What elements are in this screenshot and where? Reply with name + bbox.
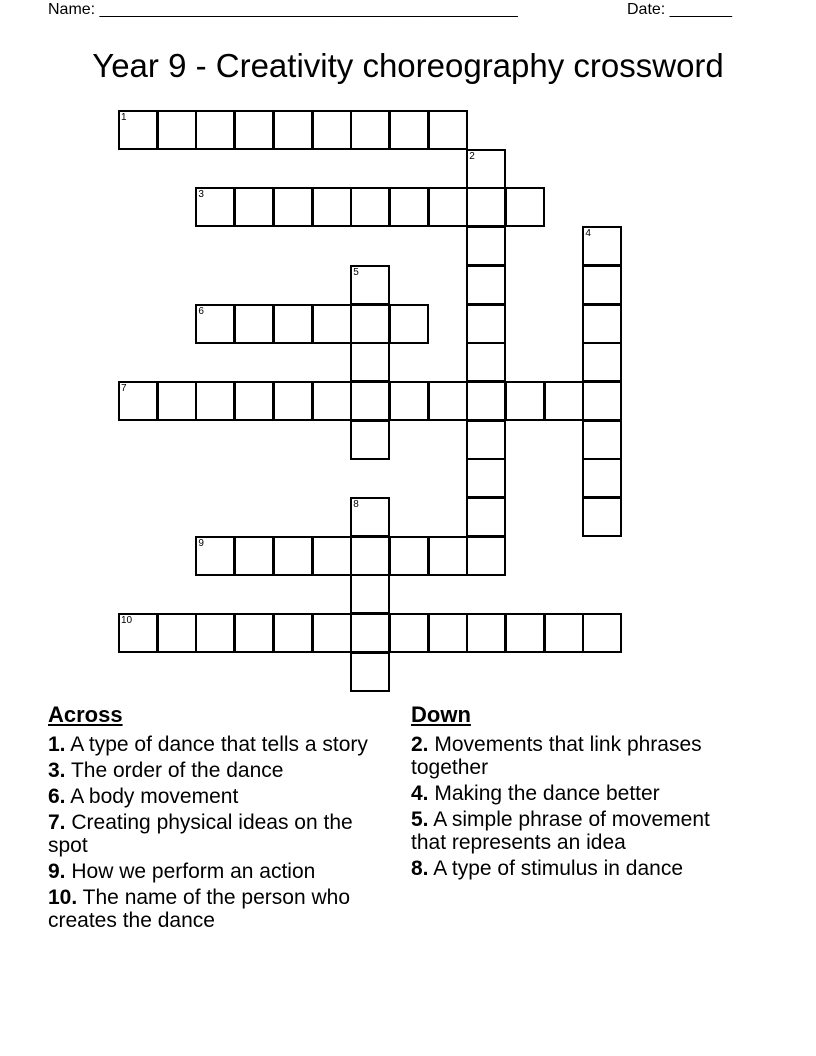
grid-cell[interactable] xyxy=(195,613,235,653)
grid-cell[interactable] xyxy=(428,187,468,227)
cell-number: 7 xyxy=(121,382,127,394)
clue-item xyxy=(48,759,378,782)
grid-cell[interactable] xyxy=(273,381,313,421)
grid-cell[interactable] xyxy=(544,381,584,421)
clue-text: A type of stimulus in dance xyxy=(433,857,684,880)
grid-cell[interactable] xyxy=(350,304,390,344)
grid-cell[interactable] xyxy=(350,613,390,653)
cell-number: 9 xyxy=(198,537,204,549)
cell-number: 10 xyxy=(121,615,133,627)
grid-cell[interactable] xyxy=(234,187,274,227)
name-field[interactable]: Name: _______________________________________________ xyxy=(48,1,518,18)
grid-cell[interactable] xyxy=(389,536,429,576)
cell-number: 2 xyxy=(469,150,475,162)
grid-cell[interactable] xyxy=(582,265,622,305)
grid-cell[interactable] xyxy=(582,497,622,537)
grid-cell[interactable] xyxy=(582,458,622,498)
grid-cell[interactable] xyxy=(195,187,235,227)
grid-cell[interactable] xyxy=(582,420,622,460)
grid-cell[interactable] xyxy=(389,110,429,150)
down-heading: Down xyxy=(411,702,471,727)
grid-cell[interactable] xyxy=(466,497,506,537)
grid-cell[interactable] xyxy=(466,458,506,498)
grid-cell[interactable] xyxy=(273,187,313,227)
grid-cell[interactable] xyxy=(505,613,545,653)
clue-item xyxy=(48,811,378,857)
grid-cell[interactable] xyxy=(118,110,158,150)
clue-number: 5. xyxy=(411,808,429,831)
grid-cell[interactable] xyxy=(234,613,274,653)
grid-cell[interactable] xyxy=(350,652,390,692)
grid-cell[interactable] xyxy=(350,497,390,537)
grid-cell[interactable] xyxy=(466,536,506,576)
grid-cell[interactable] xyxy=(582,304,622,344)
clue-number: 8. xyxy=(411,857,429,880)
grid-cell[interactable] xyxy=(350,536,390,576)
grid-cell[interactable] xyxy=(350,381,390,421)
clue-text: A body movement xyxy=(70,785,239,808)
grid-cell[interactable] xyxy=(428,110,468,150)
clue-number: 1. xyxy=(48,733,66,756)
grid-cell[interactable] xyxy=(466,226,506,266)
grid-cell[interactable] xyxy=(350,265,390,305)
grid-cell[interactable] xyxy=(466,149,506,189)
clue-item xyxy=(48,860,378,883)
clue-item xyxy=(411,782,741,805)
grid-cell[interactable] xyxy=(234,304,274,344)
grid-cell[interactable] xyxy=(582,226,622,266)
grid-cell[interactable] xyxy=(157,381,197,421)
clue-item xyxy=(411,733,741,779)
clue-number: 9. xyxy=(48,860,66,883)
clue-text: Movements that link phrases together xyxy=(411,733,702,779)
grid-cell[interactable] xyxy=(312,110,352,150)
grid-cell[interactable] xyxy=(157,110,197,150)
clue-text: The order of the dance xyxy=(70,759,284,782)
grid-cell[interactable] xyxy=(118,381,158,421)
down-clues xyxy=(411,702,741,883)
cell-number: 5 xyxy=(353,266,359,278)
clue-text: A simple phrase of movement that represents an idea xyxy=(411,808,710,854)
grid-cell[interactable] xyxy=(466,265,506,305)
grid-cell[interactable] xyxy=(466,381,506,421)
cell-number: 4 xyxy=(585,228,591,240)
clue-item xyxy=(48,886,378,932)
clue-text: Making the dance better xyxy=(434,782,660,805)
clue-text: A type of dance that tells a story xyxy=(70,733,368,756)
clue-number: 6. xyxy=(48,785,66,808)
grid-cell[interactable] xyxy=(389,187,429,227)
grid-cell[interactable] xyxy=(195,381,235,421)
grid-cell[interactable] xyxy=(195,110,235,150)
clue-number: 3. xyxy=(48,759,66,782)
clue-number: 10. xyxy=(48,886,78,909)
grid-cell[interactable] xyxy=(428,613,468,653)
grid-cell[interactable] xyxy=(582,342,622,382)
cell-number: 1 xyxy=(121,112,127,123)
grid-cell[interactable] xyxy=(505,381,545,421)
grid-cell[interactable] xyxy=(312,536,352,576)
grid-cell[interactable] xyxy=(312,381,352,421)
grid-cell[interactable] xyxy=(466,304,506,344)
grid-cell[interactable] xyxy=(234,110,274,150)
clue-text: Creating physical ideas on the spot xyxy=(48,811,353,857)
across-heading: Across xyxy=(48,702,123,727)
grid-cell[interactable] xyxy=(195,536,235,576)
cell-number: 6 xyxy=(198,305,204,317)
grid-cell[interactable] xyxy=(273,304,313,344)
grid-cell[interactable] xyxy=(505,187,545,227)
grid-cell[interactable] xyxy=(234,536,274,576)
grid-cell[interactable] xyxy=(428,536,468,576)
grid-cell[interactable] xyxy=(350,110,390,150)
grid-cell[interactable] xyxy=(389,304,429,344)
grid-cell[interactable] xyxy=(234,381,274,421)
grid-cell[interactable] xyxy=(273,536,313,576)
grid-cell[interactable] xyxy=(428,381,468,421)
clue-item xyxy=(411,808,741,854)
clue-text: The name of the person who creates the dance xyxy=(48,886,351,932)
date-field[interactable]: Date: _______ xyxy=(627,1,732,18)
clue-number: 4. xyxy=(411,782,429,805)
grid-cell[interactable] xyxy=(582,613,622,653)
grid-cell[interactable] xyxy=(350,574,390,614)
grid-cell[interactable] xyxy=(273,110,313,150)
cell-number: 3 xyxy=(198,189,204,201)
clue-item xyxy=(48,733,378,756)
across-clues xyxy=(48,702,378,935)
grid-cell[interactable] xyxy=(466,613,506,653)
grid-cell[interactable] xyxy=(118,613,158,653)
grid-cell[interactable] xyxy=(582,381,622,421)
grid-cell[interactable] xyxy=(466,342,506,382)
grid-cell[interactable] xyxy=(312,613,352,653)
grid-cell[interactable] xyxy=(544,613,584,653)
grid-cell[interactable] xyxy=(389,381,429,421)
grid-cell[interactable] xyxy=(350,187,390,227)
clue-item xyxy=(48,785,378,808)
grid-cell[interactable] xyxy=(157,613,197,653)
grid-cell[interactable] xyxy=(312,187,352,227)
grid-cell[interactable] xyxy=(312,304,352,344)
grid-cell[interactable] xyxy=(350,420,390,460)
grid-cell[interactable] xyxy=(466,420,506,460)
grid-cell[interactable] xyxy=(273,613,313,653)
grid-cell[interactable] xyxy=(350,342,390,382)
grid-cell[interactable] xyxy=(389,613,429,653)
grid-cell[interactable] xyxy=(195,304,235,344)
grid-cell[interactable] xyxy=(466,187,506,227)
clue-text: How we perform an action xyxy=(71,860,316,883)
page-title: Year 9 - Creativity choreography crossword xyxy=(92,47,724,84)
clue-number: 2. xyxy=(411,733,429,756)
clue-number: 7. xyxy=(48,811,66,834)
clue-item xyxy=(411,857,741,880)
cell-number: 8 xyxy=(353,499,359,510)
